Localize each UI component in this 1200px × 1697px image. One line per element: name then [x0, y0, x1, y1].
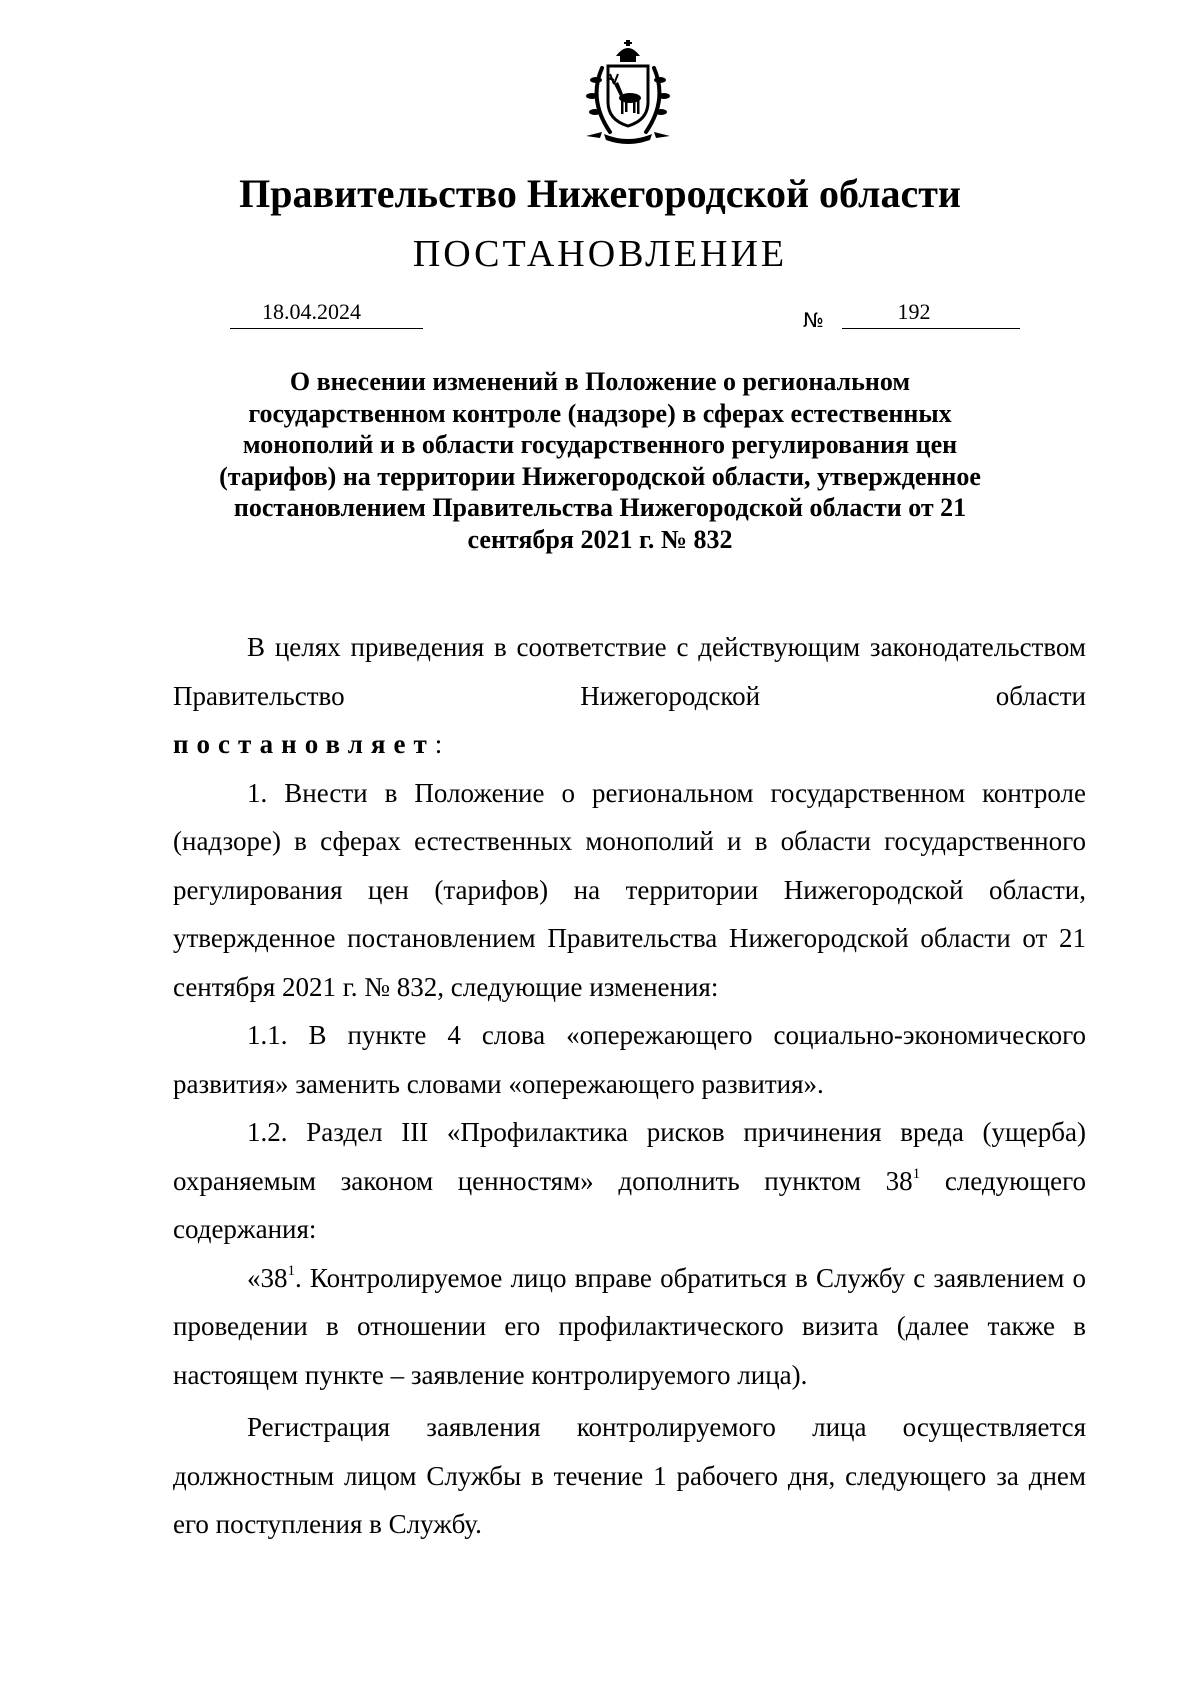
- document-number: 192: [897, 299, 931, 324]
- quoted-item-paragraph: [173, 1254, 1086, 1400]
- government-title: Правительство Нижегородской области: [239, 171, 961, 216]
- quoted-item-start: «38: [247, 1262, 288, 1293]
- document-subject: О внесении изменений в Положение о региональном государственном контроле (надзоре) в сферах естественных монополий и в области государственного регулирования цен (тарифов) на территории Нижегородской области, утвержденное постановлением Правительства Нижегородской области от 21 сентября 2021 г. № 832: [219, 367, 981, 554]
- document-date: 18.04.2024: [262, 299, 361, 324]
- document-date-field: [230, 296, 423, 329]
- preamble-paragraph: В целях приведения в соответствие с действующим законодательством Правительство Нижегородской области: [173, 632, 1086, 711]
- coat-of-arms-icon: [576, 40, 680, 150]
- item-1-2-paragraph: [173, 1108, 1086, 1254]
- item-1-paragraph: 1. Внести в Положение о региональном государственном контроле (надзоре) в сферах естественных монополий и в области государственного регулирования цен (тарифов) на территории Нижегородской области, утвержденное постановлением Правительства Нижегородской области от 21 сентября 2021 г. № 832, следующие изменения:: [173, 777, 1086, 1002]
- item-1-2-superscript: 1: [912, 1165, 921, 1182]
- number-sign: №: [803, 308, 824, 332]
- document-type: ПОСТАНОВЛЕНИЕ: [412, 233, 788, 275]
- item-1-1-paragraph: 1.1. В пункте 4 слова «опережающего социально-экономического развития» заменить словами «опережающего развития».: [173, 1020, 1086, 1099]
- resolves-colon: :: [434, 729, 443, 759]
- resolves-word: постановляет: [173, 729, 435, 759]
- document-number-field: [842, 296, 1020, 329]
- document-body: [173, 623, 1086, 1549]
- quoted-item-superscript: 1: [287, 1262, 295, 1279]
- quoted-item-text: . Контролируемое лицо вправе обратиться в Службу с заявлением о проведении в отношении его профилактического визита (далее также в настоящем пункте – заявление контролируемого лица).: [173, 1262, 1086, 1390]
- item-1-2-text: 1.2. Раздел III «Профилактика рисков причинения вреда (ущерба) охраняемым законом ценностям» дополнить пунктом 38: [173, 1117, 1086, 1196]
- registration-paragraph: Регистрация заявления контролируемого лица осуществляется должностным лицом Службы в течение 1 рабочего дня, следующего за днем его поступления в Службу.: [173, 1412, 1086, 1539]
- item-1-2-text-end: следующего содержания:: [173, 1165, 1086, 1244]
- resolves-paragraph: [173, 720, 1086, 769]
